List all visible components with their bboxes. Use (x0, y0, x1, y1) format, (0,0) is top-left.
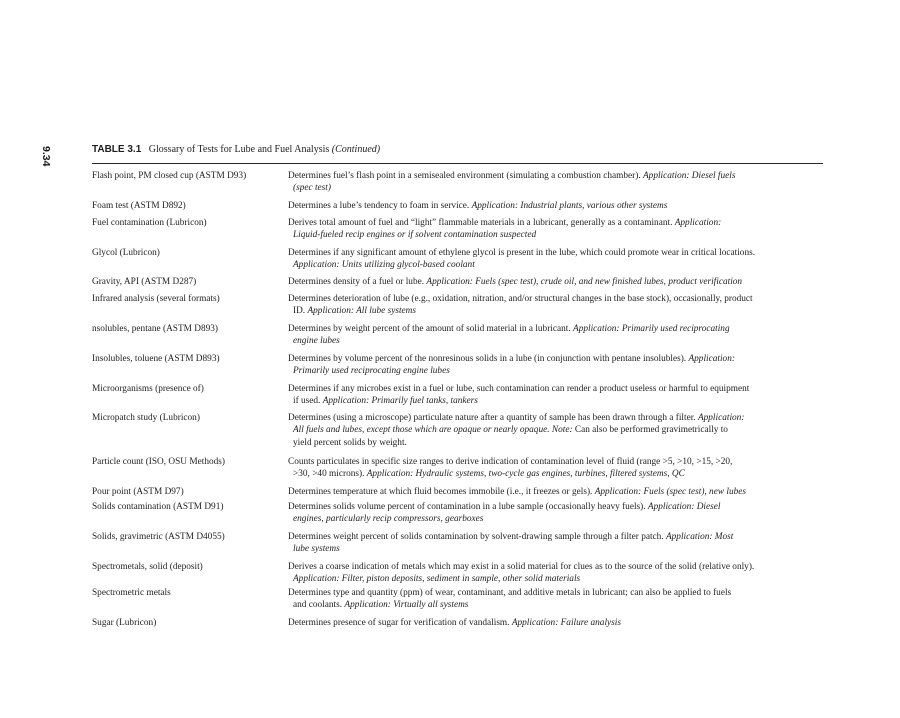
description-text: Determines by volume percent of the nonresinous solids in a lube (in conjunction with pentane insolubles). (288, 354, 689, 364)
application-text: lube systems (293, 544, 340, 555)
application-text: Application: Most (665, 532, 734, 542)
application-text: Application: All lube systems (307, 306, 417, 317)
test-name: Glycol (Lubricon) (92, 248, 160, 258)
application-text: Application: (697, 413, 745, 423)
test-description (288, 217, 824, 242)
description-text: ID. (293, 306, 308, 317)
test-name: Solids contamination (ASTM D91) (92, 502, 224, 512)
description-line (288, 501, 824, 513)
description-text: Determines solids volume percent of contamination in a lube sample (occasionally heavy fuels). (288, 502, 648, 512)
application-text: Application: Diesel (647, 502, 721, 512)
test-name: Microorganisms (presence of) (92, 384, 204, 394)
test-name: Gravity, API (ASTM D287) (92, 277, 197, 287)
description-text: Determines if any microbes exist in a fuel or lube, such contamination can render a product useless or harmful to equipment (288, 384, 750, 394)
description-text: Can also be performed gravimetrically to (572, 425, 728, 436)
description-text: Counts particulates in specific size ranges to derive indication of contamination level of fluid (range >5, >10, >15, >20, (288, 457, 733, 467)
description-line (288, 573, 824, 585)
test-description (288, 383, 824, 408)
description-line (288, 200, 824, 212)
description-line (288, 259, 824, 271)
description-text: Derives total amount of fuel and “light” flammable materials in a lubricant, generally as a contaminant. (288, 218, 675, 228)
test-name: nsolubles, pentane (ASTM D893) (92, 324, 219, 334)
application-text: All fuels and lubes, except those which are opaque or nearly opaque. Note: (293, 425, 573, 436)
application-text: Application: Units utilizing glycol-based coolant (293, 260, 475, 271)
table-label: TABLE 3.1 (92, 144, 142, 155)
application-text: Application: Hydraulic systems, two-cycle gas engines, turbines, filtered systems, QC (366, 469, 685, 480)
description-line (288, 276, 824, 288)
description-line (288, 531, 824, 543)
application-text: Primarily used reciprocating engine lubes (293, 366, 450, 377)
description-line (288, 353, 824, 365)
test-description (288, 293, 824, 318)
test-description (288, 587, 824, 612)
test-name: Insolubles, toluene (ASTM D893) (92, 354, 220, 364)
description-line (288, 617, 824, 629)
description-line (288, 383, 824, 395)
table-title: Glossary of Tests for Lube and Fuel Analysis (148, 144, 330, 155)
test-description (288, 353, 824, 378)
description-line (288, 170, 824, 182)
test-name: Spectrometals, solid (deposit) (92, 562, 203, 572)
test-description (288, 247, 824, 272)
description-line (288, 293, 824, 305)
test-name: Sugar (Lubricon) (92, 618, 157, 628)
test-description (288, 531, 824, 556)
application-text: Application: Virtually all systems (344, 600, 469, 611)
description-text: Determines a lube’s tendency to foam in service. (288, 201, 472, 211)
description-line (288, 424, 824, 436)
description-line (288, 365, 824, 377)
test-name: Particle count (ISO, OSU Methods) (92, 457, 225, 467)
application-text: engine lubes (293, 336, 340, 347)
test-description (288, 617, 824, 629)
description-line (288, 335, 824, 347)
test-description (288, 456, 824, 481)
application-text: (spec test) (293, 183, 331, 194)
description-text: Determines presence of sugar for verification of vandalism. (288, 618, 512, 628)
application-text: Application: Industrial plants, various other systems (471, 201, 668, 211)
test-description (288, 170, 824, 195)
description-text: Determines by weight percent of the amount of solid material in a lubricant. (288, 324, 574, 334)
description-line (288, 229, 824, 241)
description-line (288, 587, 824, 599)
description-text: Derives a coarse indication of metals which may exist in a solid material for clues as to the source of the solid (relative only). (288, 562, 755, 572)
test-description (288, 276, 824, 288)
description-text: Determines temperature at which fluid becomes immobile (i.e., it freezes or gels). (288, 487, 595, 497)
page-number: 9.34 (40, 146, 52, 167)
description-line (288, 543, 824, 555)
application-text: Application: Primarily fuel tanks, tankers (322, 396, 478, 407)
test-description (288, 412, 824, 449)
application-text: Application: (688, 354, 735, 364)
application-text: Application: Primarily used reciprocating (573, 324, 730, 334)
caption-rule (92, 163, 823, 164)
test-description (288, 561, 824, 586)
table-caption (92, 144, 832, 155)
test-description (288, 200, 824, 212)
application-text: Liquid-fueled recip engines or if solvent contamination suspected (293, 230, 537, 241)
application-text: Application: Filter, piston deposits, sediment in sample, other solid materials (293, 574, 581, 585)
test-description (288, 501, 824, 526)
test-name: Pour point (ASTM D97) (92, 487, 184, 497)
description-text: yield percent solids by weight. (293, 437, 407, 448)
description-text: Determines deterioration of lube (e.g., oxidation, nitration, and/or structural changes in the base stock), occasionally, product (288, 294, 753, 304)
description-line (288, 468, 824, 480)
description-text: Determines fuel’s flash point in a semisealed environment (simulating a combustion chamber). (288, 171, 643, 181)
description-text: Determines weight percent of solids contamination by solvent-drawing sample through a filter patch. (288, 532, 666, 542)
test-description (288, 486, 824, 498)
application-text: Application: (674, 218, 722, 228)
description-line (288, 456, 824, 468)
test-name: Spectrometric metals (92, 588, 171, 598)
description-text: Determines if any significant amount of ethylene glycol is present in the lube, which could promote wear in critical locations. (288, 248, 756, 258)
test-name: Fuel contamination (Lubricon) (92, 218, 207, 228)
application-text: engines, particularly recip compressors, gearboxes (293, 514, 484, 525)
description-text: Determines type and quantity (ppm) of wear, contaminant, and additive metals in lubricant; can also be applied to fuels (288, 588, 732, 598)
description-line (288, 217, 824, 229)
description-text: Determines density of a fuel or lube. (288, 277, 427, 287)
test-description (288, 323, 824, 348)
description-text: Determines (using a microscope) particulate nature after a quantity of sample has been drawn through a filter. (288, 413, 698, 423)
test-name: Micropatch study (Lubricon) (92, 413, 200, 423)
application-text: Application: Fuels (spec test), new lubes (594, 487, 746, 497)
application-text: Application: Diesel fuels (643, 171, 736, 181)
application-text: Application: Failure analysis (511, 618, 621, 628)
test-name: Foam test (ASTM D892) (92, 201, 186, 211)
test-name: Solids, gravimetric (ASTM D4055) (92, 532, 225, 542)
table-continued: (Continued) (331, 144, 381, 155)
description-line (288, 437, 824, 449)
description-line (288, 513, 824, 525)
description-text: if used. (293, 396, 323, 407)
description-line (288, 323, 824, 335)
description-line (288, 395, 824, 407)
test-name: Flash point, PM closed cup (ASTM D93) (92, 171, 247, 181)
application-text: Application: Fuels (spec test), crude oil, and new finished lubes, product verification (426, 277, 743, 287)
description-text: and coolants. (293, 600, 345, 611)
description-line (288, 599, 824, 611)
description-text: >30, >40 microns). (293, 469, 367, 480)
description-line (288, 486, 824, 498)
test-name: Infrared analysis (several formats) (92, 294, 220, 304)
description-line (288, 561, 824, 573)
description-line (288, 247, 824, 259)
description-line (288, 305, 824, 317)
description-line (288, 182, 824, 194)
description-line (288, 412, 824, 424)
